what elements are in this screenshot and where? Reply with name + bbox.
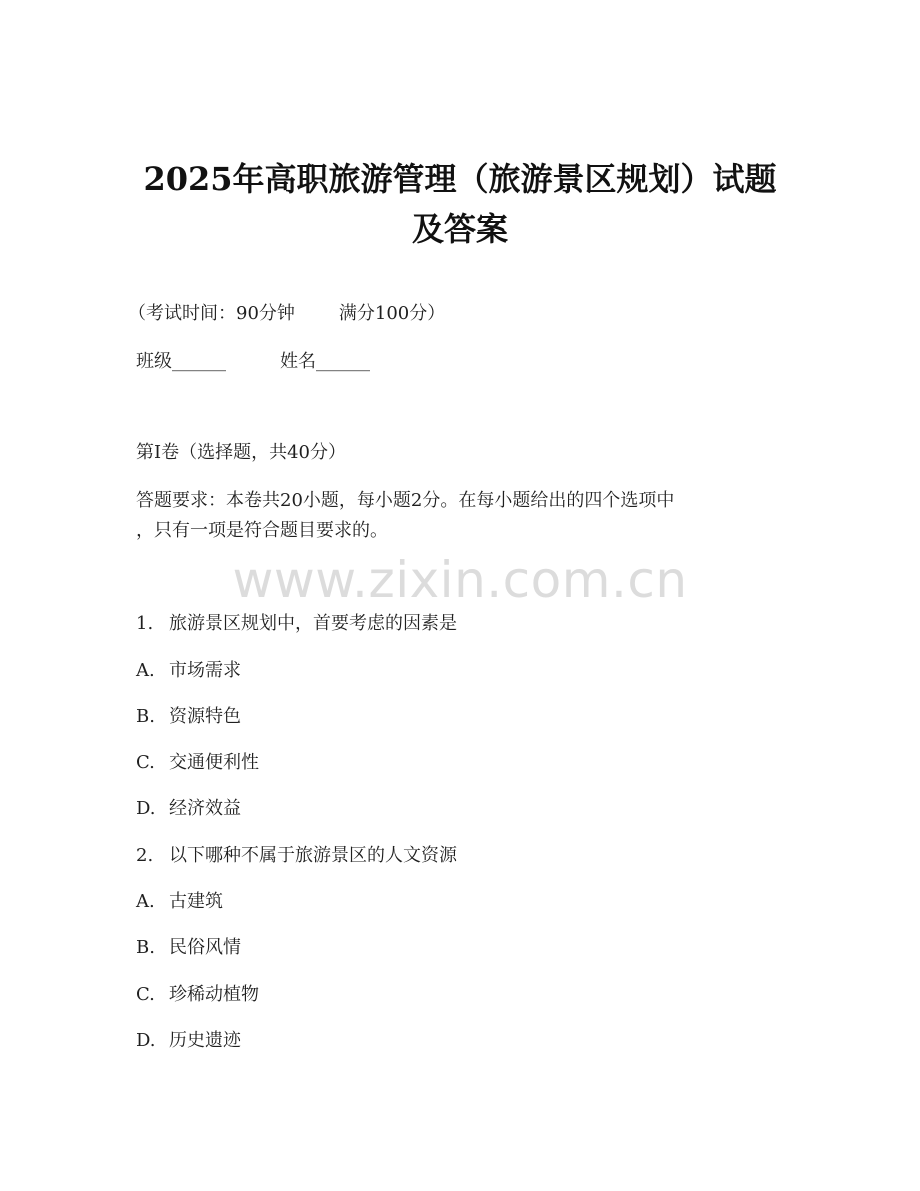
option-2d	[136, 1029, 241, 1053]
document-title-line2: 及答案	[411, 210, 508, 248]
option-2c	[136, 983, 259, 1007]
question-number: 1.	[136, 613, 154, 634]
student-fields	[136, 350, 370, 374]
question-text: 以下哪种不属于旅游景区的人文资源	[169, 845, 457, 866]
option-text: 古建筑	[169, 891, 223, 912]
option-text: 市场需求	[169, 660, 241, 681]
option-text: 民俗风情	[169, 937, 241, 958]
option-text: 历史遗迹	[169, 1030, 241, 1051]
name-field: 姓名______	[280, 351, 370, 372]
option-text: 交通便利性	[169, 752, 259, 773]
class-field: 班级______	[136, 351, 226, 372]
option-label: C.	[136, 752, 155, 773]
option-label: D.	[136, 798, 156, 819]
question-1	[136, 612, 457, 636]
question-number: 2.	[136, 845, 154, 866]
option-label: C.	[136, 984, 155, 1005]
exam-time: （考试时间：90分钟	[128, 303, 295, 324]
option-label: D.	[136, 1030, 156, 1051]
option-text: 经济效益	[169, 798, 241, 819]
question-2	[136, 844, 457, 868]
option-2a	[136, 890, 223, 914]
option-1a	[136, 659, 241, 683]
option-text: 珍稀动植物	[169, 984, 259, 1005]
full-score: 满分100分）	[338, 303, 446, 324]
option-text: 资源特色	[169, 706, 241, 727]
option-1c	[136, 751, 259, 775]
option-label: B.	[136, 937, 155, 958]
document-title-line1: 2025年高职旅游管理（旅游景区规划）试题	[143, 160, 777, 198]
option-1d	[136, 797, 241, 821]
answer-requirement-line2: ，只有一项是符合题目要求的。	[136, 520, 388, 541]
answer-requirement-line1: 答题要求：本卷共20小题，每小题2分。在每小题给出的四个选项中	[136, 490, 675, 511]
option-label: A.	[136, 660, 155, 681]
watermark: www.zixin.com.cn	[232, 551, 688, 609]
option-1b	[136, 705, 241, 729]
question-text: 旅游景区规划中，首要考虑的因素是	[169, 613, 457, 634]
exam-info	[128, 302, 445, 326]
option-2b	[136, 936, 241, 960]
option-label: A.	[136, 891, 155, 912]
option-label: B.	[136, 706, 155, 727]
section-title: 第I卷（选择题，共40分）	[136, 442, 347, 463]
